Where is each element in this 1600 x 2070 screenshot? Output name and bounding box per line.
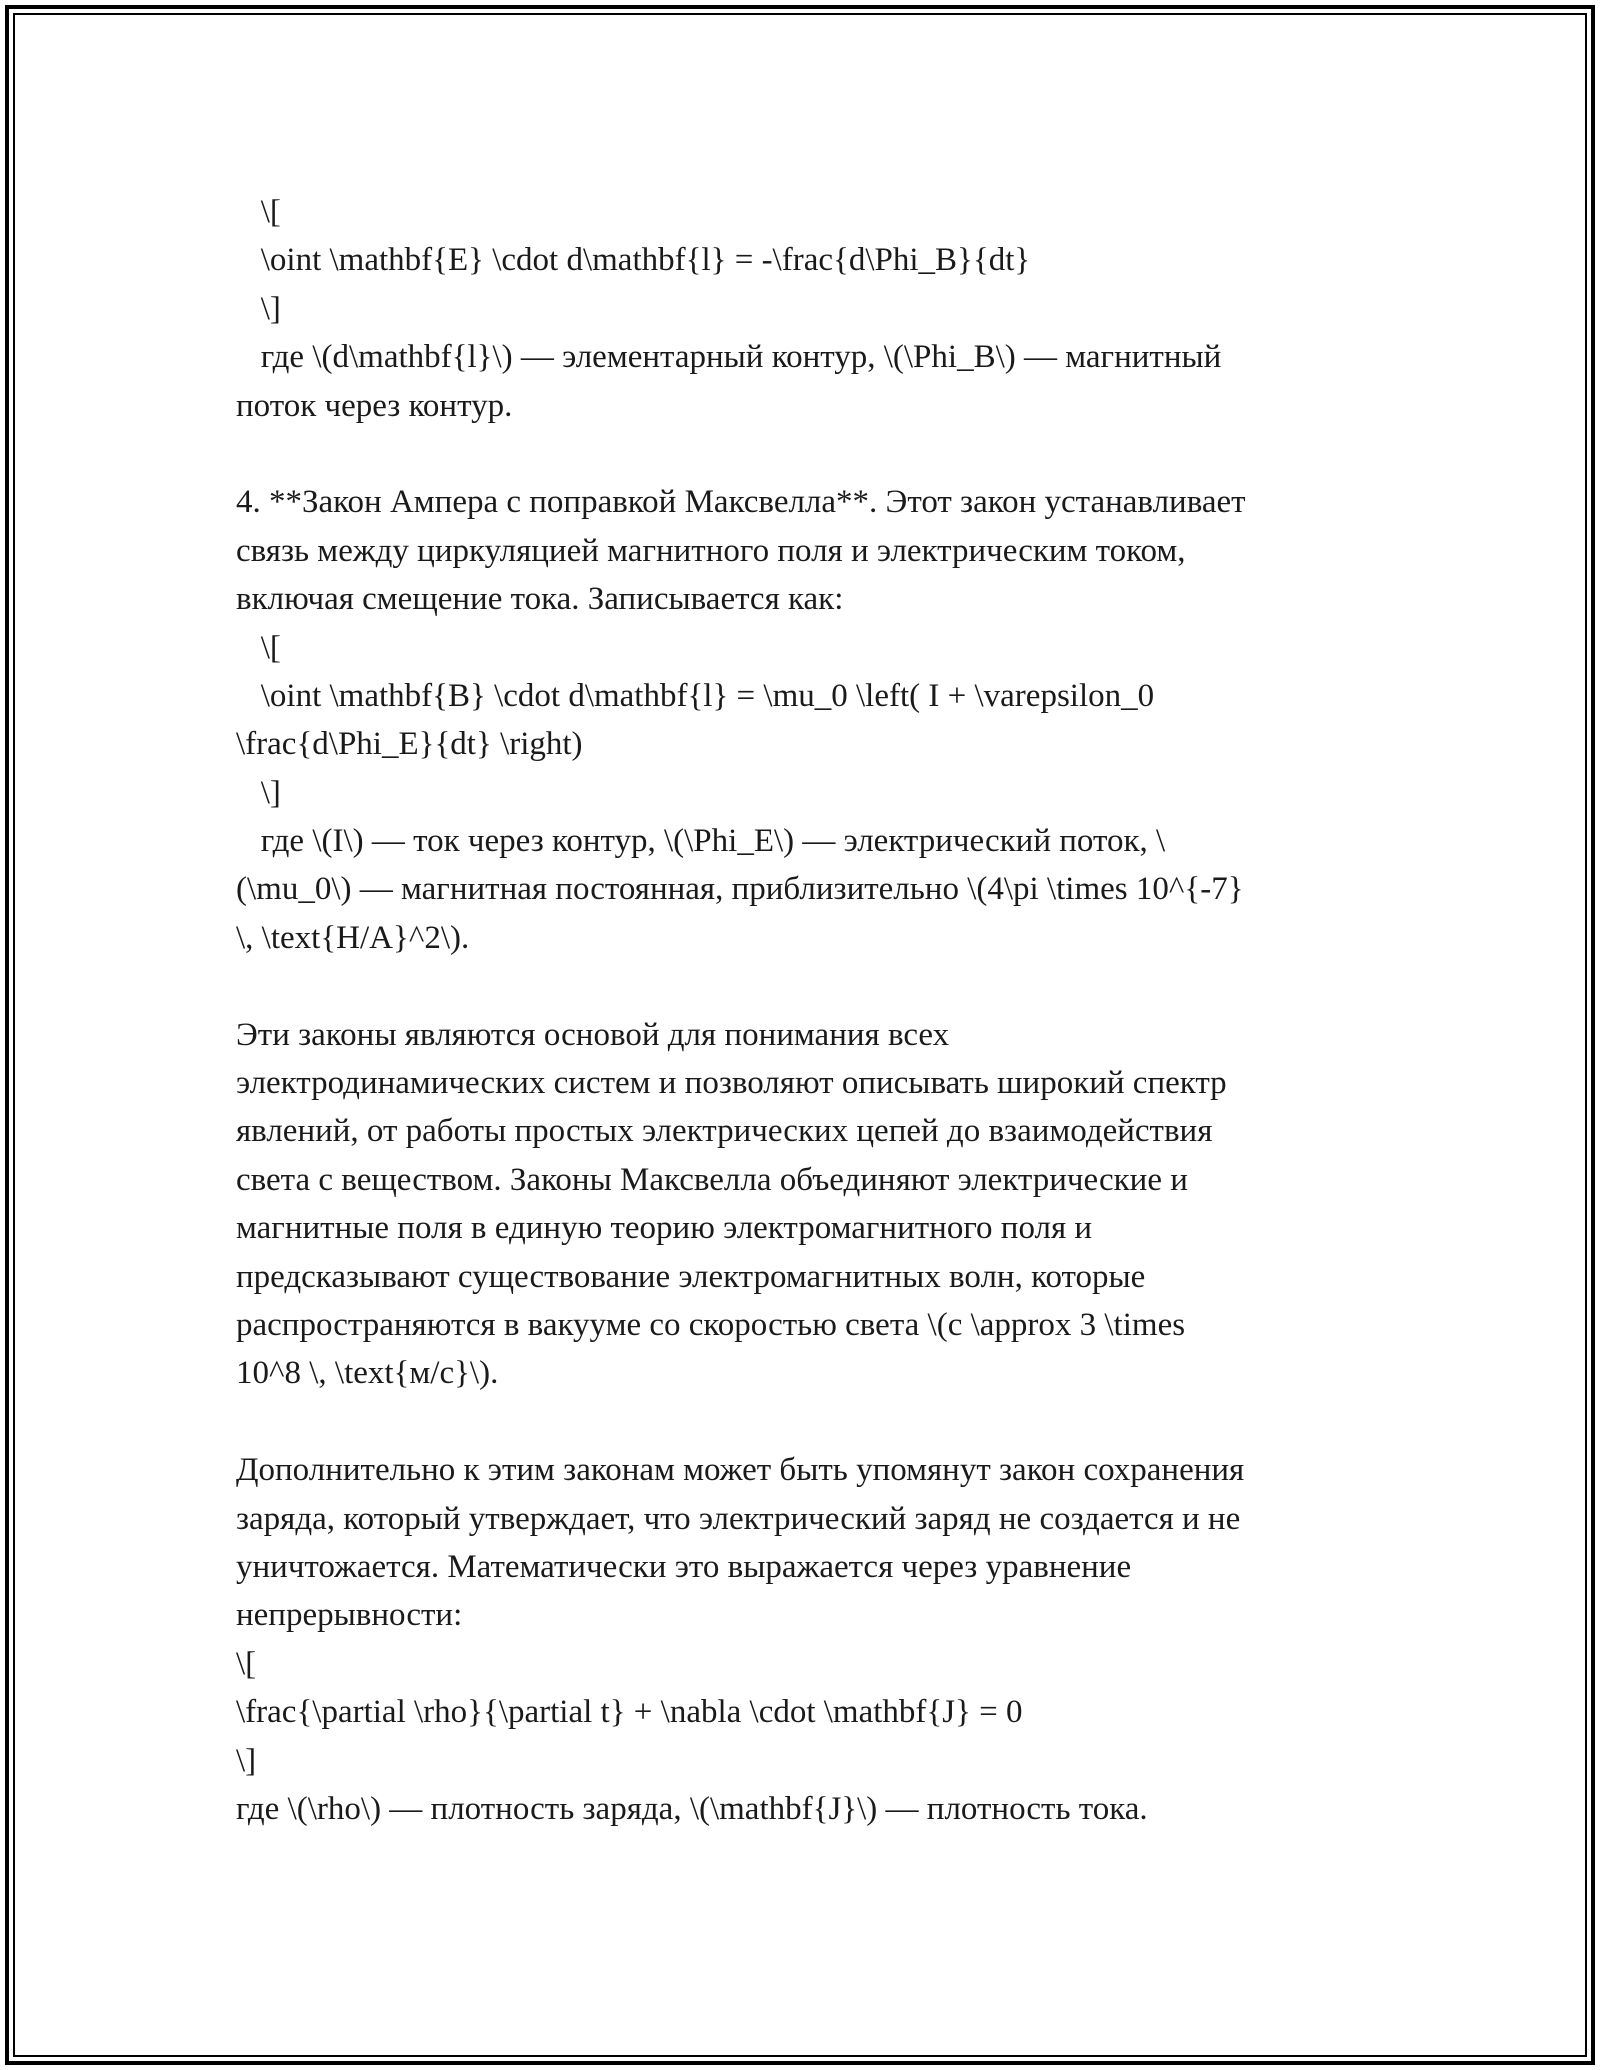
text-line: 10^8 \, \text{м/с}\).	[236, 1355, 499, 1392]
text-line: \frac{\partial \rho}{\partial t} + \nabla \cdot \mathbf{J} = 0	[236, 1694, 1023, 1731]
text-line: \]	[236, 290, 281, 327]
text-line: \oint \mathbf{E} \cdot d\mathbf{l} = -\frac{d\Phi_B}{dt}	[236, 242, 1031, 279]
text-line: уничтожается. Математически это выражается через уравнение	[236, 1548, 1132, 1585]
document-body	[236, 188, 1386, 1833]
text-line: \[	[236, 629, 281, 666]
text-line: электродинамических систем и позволяют описывать широкий спектр	[236, 1065, 1227, 1102]
paragraph-gap	[236, 430, 1386, 478]
text-line: \[	[236, 1645, 257, 1682]
section-4-ampere-law	[236, 478, 1386, 962]
text-line: предсказывают существование электромагнитных волн, которые	[236, 1258, 1146, 1295]
text-line: связь между циркуляцией магнитного поля и электрическим током,	[236, 532, 1186, 569]
text-line: \]	[236, 1742, 257, 1779]
continuity-paragraph	[236, 1446, 1386, 1833]
text-line: (\mu_0\) — магнитная постоянная, приблизительно \(4\pi \times 10^{-7}	[236, 871, 1244, 908]
text-line: 4. **Закон Ампера с поправкой Максвелла**. Этот закон устанавливает	[236, 484, 1246, 521]
text-line: заряда, который утверждает, что электрический заряд не создается и не	[236, 1500, 1241, 1537]
text-line: где \(I\) — ток через контур, \(\Phi_E\) — электрический поток, \	[236, 823, 1166, 860]
text-line: \oint \mathbf{B} \cdot d\mathbf{l} = \mu_0 \left( I + \varepsilon_0	[236, 677, 1155, 714]
text-line: Дополнительно к этим законам может быть упомянут закон сохранения	[236, 1452, 1245, 1489]
text-line: магнитные поля в единую теорию электромагнитного поля и	[236, 1210, 1093, 1247]
paragraph-gap	[236, 1398, 1386, 1446]
text-line: распространяются в вакууме со скоростью света \(c \approx 3 \times	[236, 1306, 1186, 1343]
text-line: \, \text{H/A}^2\).	[236, 919, 470, 956]
text-line: где \(\rho\) — плотность заряда, \(\mathbf{J}\) — плотность тока.	[236, 1790, 1148, 1827]
text-line: Эти законы являются основой для понимания всех	[236, 1016, 950, 1053]
text-line: явлений, от работы простых электрических цепей до взаимодействия	[236, 1113, 1213, 1150]
text-line: \]	[236, 774, 281, 811]
text-line: непрерывности:	[236, 1597, 463, 1634]
text-line: \[	[236, 194, 281, 230]
section-3-tail	[236, 188, 1386, 430]
text-line: света с веществом. Законы Максвелла объединяют электрические и	[236, 1161, 1188, 1198]
summary-paragraph	[236, 1011, 1386, 1398]
text-line: включая смещение тока. Записывается как:	[236, 581, 844, 618]
text-line: поток через контур.	[236, 387, 513, 424]
text-line: где \(d\mathbf{l}\) — элементарный контур, \(\Phi_B\) — магнитный	[236, 339, 1222, 376]
paragraph-gap	[236, 962, 1386, 1010]
text-line: \frac{d\Phi_E}{dt} \right)	[236, 726, 583, 763]
